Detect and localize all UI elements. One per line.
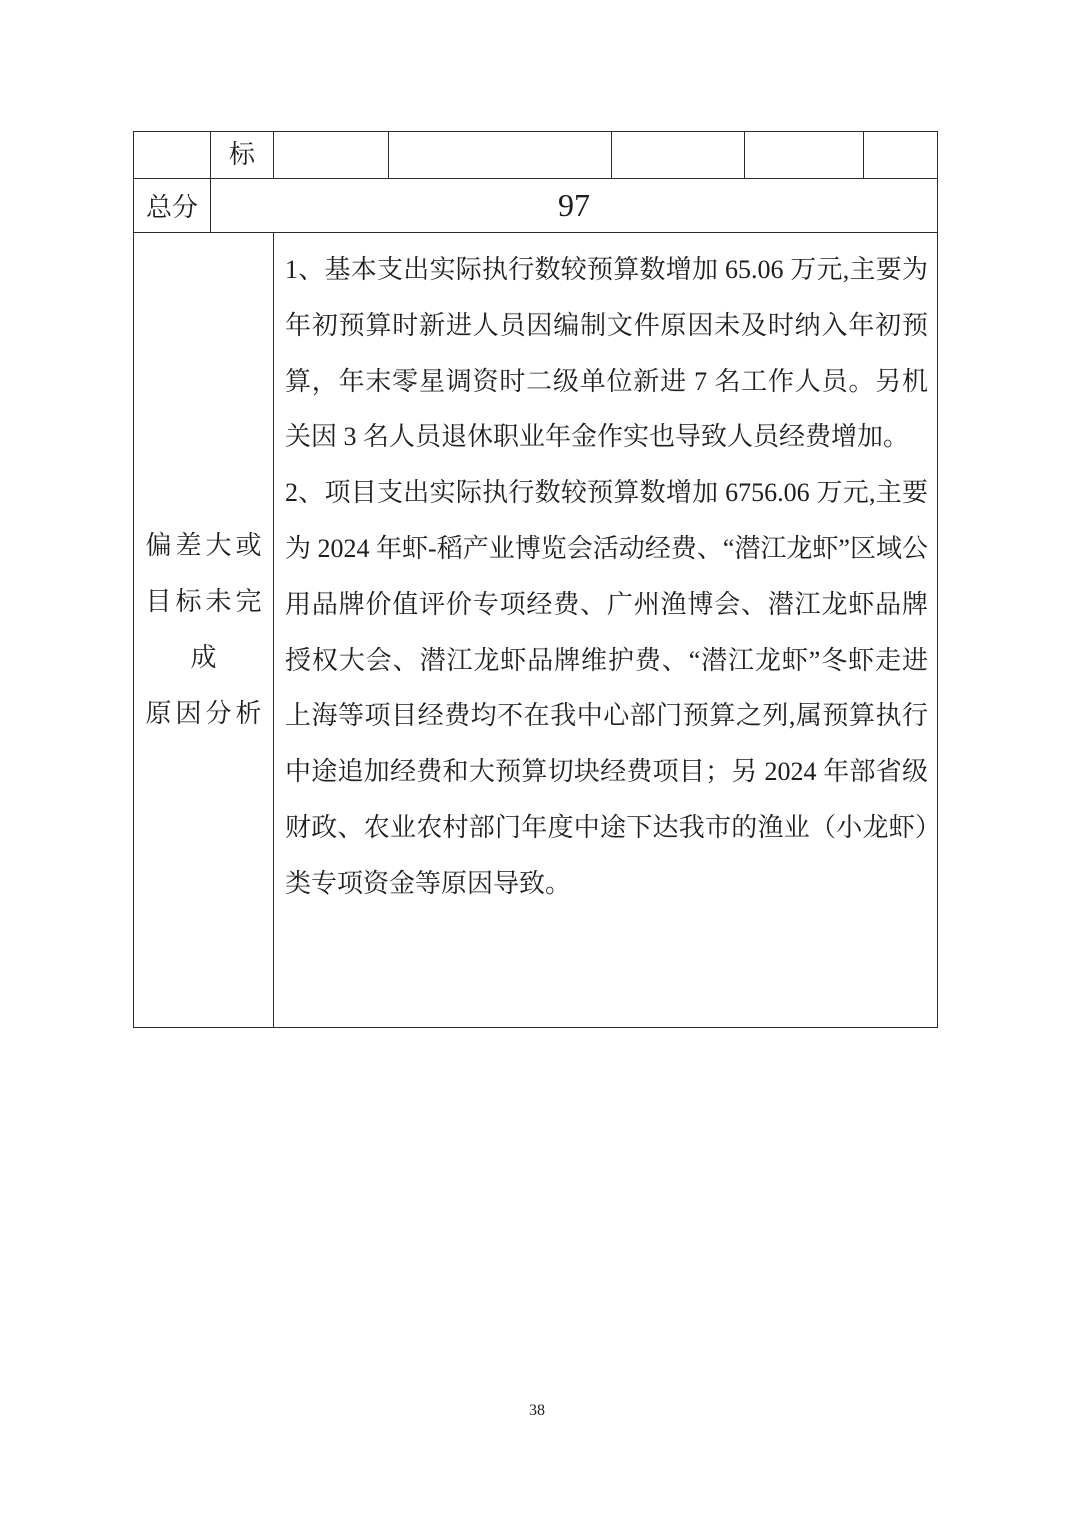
- empty-cell: [273, 132, 388, 178]
- analysis-label-line-1: 偏差大或: [145, 531, 266, 561]
- analysis-label-line-4: 原因分析: [145, 698, 266, 728]
- total-score-value: 97: [558, 187, 590, 223]
- empty-cell: [134, 132, 210, 178]
- deviation-analysis-text-cell: [273, 233, 937, 1027]
- header-fragment-row: [134, 132, 937, 178]
- total-score-label: 总分: [145, 193, 198, 222]
- empty-cell: [611, 132, 744, 178]
- total-score-value-cell: [210, 179, 937, 232]
- analysis-paragraph-2: 2、项目支出实际执行数较预算数增加 6756.06 万元,主要为 2024 年虾-稻产业博览会活动经费、“潜江龙虾”区域公用品牌价值评价专项经费、广州渔博会、潜江龙虾品牌授权大会、潜江龙虾品牌维护费、“潜江龙虾”冬虾走进上海等项目经费均不在我中心部门预算之列,属预算执行中途追加经费和大预算切块经费项目；另 2024 年部省级财政、农业农村部门年度中途下达我市的渔业（小龙虾）类专项资金等原因导致。: [285, 478, 928, 898]
- indicator-header-fragment-cell: [210, 132, 273, 178]
- empty-cell: [863, 132, 937, 178]
- performance-evaluation-table: [133, 131, 938, 1028]
- analysis-paragraph-1: 1、基本支出实际执行数较预算数增加 65.06 万元,主要为年初预算时新进人员因编制文件原因未及时纳入年初预算，年末零星调资时二级单位新进 7 名工作人员。另机关因 3 名人员退休职业年金作实也导致人员经费增加。: [285, 255, 928, 452]
- empty-cell: [388, 132, 611, 178]
- empty-cell: [744, 132, 863, 178]
- indicator-header-fragment-text: 标: [228, 140, 255, 169]
- analysis-label-line-3: 成: [190, 643, 221, 672]
- page-number: 38: [529, 1402, 545, 1419]
- deviation-analysis-row: [134, 232, 937, 1027]
- total-score-label-cell: [134, 179, 210, 232]
- analysis-label-line-2: 目标未完: [145, 587, 266, 617]
- total-score-row: [134, 178, 937, 232]
- deviation-analysis-label-cell: [134, 233, 273, 1027]
